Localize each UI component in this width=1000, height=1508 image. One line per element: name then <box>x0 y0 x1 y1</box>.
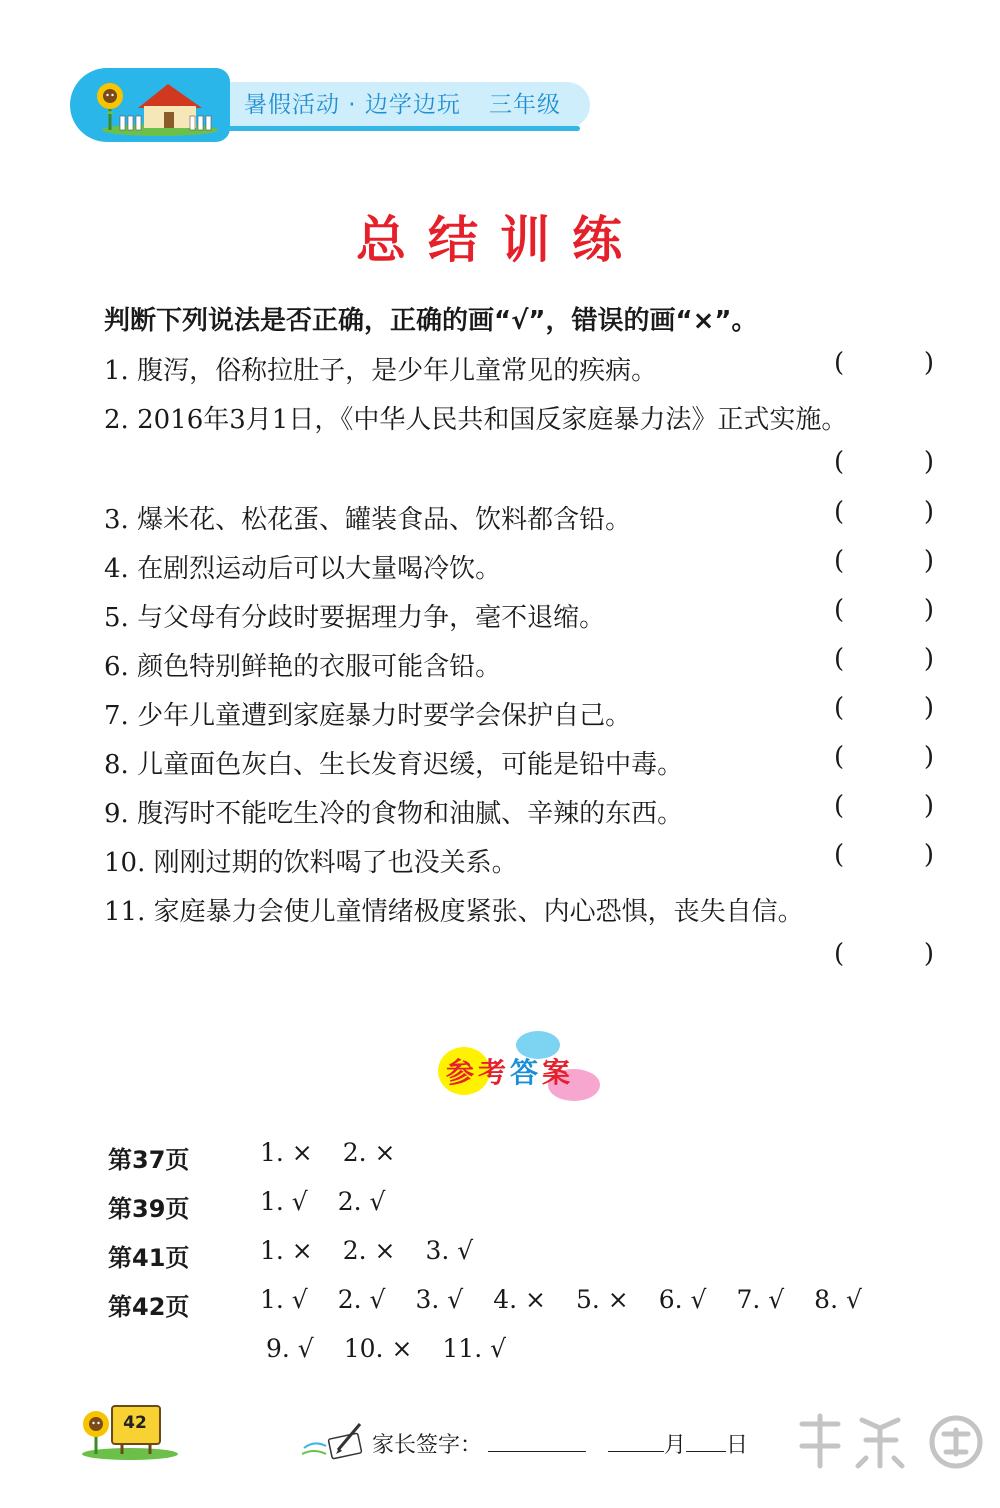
answer-item: 3. √ <box>425 1236 474 1265</box>
answer-item: 1. × <box>260 1236 313 1265</box>
paren-open: ( <box>834 742 845 772</box>
answer-item: 4. × <box>493 1285 546 1314</box>
paren-close: ) <box>923 497 934 527</box>
question-text: 11. 家庭暴力会使儿童情绪极度紧张、内心恐惧，丧失自信。 <box>104 897 804 927</box>
paren-open: ( <box>834 840 845 870</box>
question-item <box>104 791 934 840</box>
question-text: 6. 颜色特别鲜艳的衣服可能含铅。 <box>104 652 502 682</box>
paren-open: ( <box>834 644 845 674</box>
paren-open: ( <box>834 791 845 821</box>
answer-items <box>266 1334 536 1363</box>
page-header <box>70 68 590 142</box>
grade-label: 三年级 <box>488 92 561 118</box>
question-text: 8. 儿童面色灰白、生长发育迟缓，可能是铅中毒。 <box>104 750 684 780</box>
paren-open: ( <box>834 497 845 527</box>
question-item <box>104 693 934 742</box>
paren-close: ) <box>923 595 934 625</box>
answer-items <box>260 1285 862 1314</box>
answers-heading <box>420 1025 640 1115</box>
answer-item: 1. √ <box>260 1187 308 1216</box>
question-item <box>104 742 934 791</box>
answer-item: 9. √ <box>266 1334 314 1363</box>
answer-item: 6. √ <box>658 1285 707 1314</box>
month-field[interactable] <box>608 1429 664 1452</box>
question-text: 1. 腹泻，俗称拉肚子，是少年儿童常见的疾病。 <box>104 356 658 386</box>
heading-char: 案 <box>542 1056 575 1089</box>
sunflower-house-icon <box>90 74 220 136</box>
pen-notebook-icon <box>302 1420 366 1460</box>
watermark-logo <box>788 1410 994 1502</box>
answer-row <box>108 1185 968 1234</box>
month-label: 月 <box>664 1433 687 1458</box>
answer-blank[interactable] <box>834 447 934 477</box>
question-text: 10. 刚刚过期的饮料喝了也没关系。 <box>104 848 518 878</box>
answer-row <box>108 1234 968 1283</box>
paren-close: ) <box>923 742 934 772</box>
paren-open: ( <box>834 595 845 625</box>
paren-close: ) <box>923 644 934 674</box>
day-label: 日 <box>726 1433 749 1458</box>
series-title: 暑假活动 · 边学边玩 <box>244 92 461 118</box>
answer-item: 10. × <box>343 1334 413 1363</box>
answer-item: 7. √ <box>736 1285 785 1314</box>
answer-item: 2. × <box>342 1138 396 1167</box>
answer-item: 8. √ <box>814 1285 862 1314</box>
answer-blank[interactable] <box>834 791 934 821</box>
answer-page-label: 第37页 <box>108 1146 190 1174</box>
signature-field[interactable] <box>488 1429 586 1452</box>
page-number: 42 <box>123 1413 147 1433</box>
answer-item: 2. × <box>342 1236 396 1265</box>
answer-blank[interactable] <box>834 644 934 674</box>
question-item <box>104 595 934 644</box>
heading-char: 考 <box>478 1056 511 1089</box>
answer-item: 2. √ <box>337 1285 386 1314</box>
answer-item: 3. √ <box>415 1285 464 1314</box>
paren-close: ) <box>923 939 934 969</box>
answer-blank[interactable] <box>834 840 934 870</box>
answers-heading-text <box>446 1051 574 1091</box>
paren-close: ) <box>923 348 934 378</box>
answer-blank[interactable] <box>834 497 934 527</box>
answer-blank[interactable] <box>834 546 934 576</box>
question-text: 4. 在剧烈运动后可以大量喝冷饮。 <box>104 554 502 584</box>
answer-item: 1. √ <box>260 1285 308 1314</box>
answer-item: 5. × <box>575 1285 629 1314</box>
answer-blank[interactable] <box>834 693 934 723</box>
paren-open: ( <box>834 693 845 723</box>
question-text: 2. 2016年3月1日，《中华人民共和国反家庭暴力法》正式实施。 <box>104 405 848 435</box>
answer-page-label: 第42页 <box>108 1293 190 1321</box>
question-item <box>104 840 934 889</box>
answer-blank[interactable] <box>834 939 934 969</box>
answer-blank[interactable] <box>834 595 934 625</box>
answer-items <box>260 1187 415 1216</box>
answer-items <box>260 1236 503 1265</box>
heading-char: 参 <box>446 1056 479 1089</box>
page-title: 总结训练 <box>356 211 644 269</box>
question-text: 3. 爆米花、松花蛋、罐装食品、饮料都含铅。 <box>104 505 632 535</box>
answer-row <box>108 1283 968 1332</box>
question-item <box>104 889 934 989</box>
answer-item: 1. × <box>260 1138 313 1167</box>
question-text: 5. 与父母有分歧时要据理力争，毫不退缩。 <box>104 603 606 633</box>
paren-open: ( <box>834 939 845 969</box>
answer-key <box>108 1136 968 1381</box>
answer-item: 11. √ <box>442 1334 507 1363</box>
watermark-icon <box>788 1410 994 1472</box>
question-item <box>104 397 934 497</box>
day-field[interactable] <box>686 1429 726 1452</box>
instruction-text: 判断下列说法是否正确，正确的画“√”，错误的画“×”。 <box>104 306 758 336</box>
answer-blank[interactable] <box>834 742 934 772</box>
answer-items <box>260 1138 426 1167</box>
paren-open: ( <box>834 546 845 576</box>
paren-close: ) <box>923 840 934 870</box>
question-list <box>104 348 934 989</box>
answer-page-label: 第41页 <box>108 1244 190 1272</box>
answer-item: 2. √ <box>337 1187 386 1216</box>
question-text: 7. 少年儿童遭到家庭暴力时要学会保护自己。 <box>104 701 632 731</box>
answer-row <box>108 1136 968 1185</box>
question-item <box>104 348 934 397</box>
paren-close: ) <box>923 791 934 821</box>
answer-row <box>108 1332 968 1381</box>
answer-blank[interactable] <box>834 348 934 378</box>
paren-close: ) <box>923 546 934 576</box>
parent-signature-line <box>372 1428 748 1459</box>
paren-open: ( <box>834 447 845 477</box>
header-title <box>244 82 561 128</box>
paren-close: ) <box>923 447 934 477</box>
parent-sign-label: 家长签字： <box>372 1433 483 1458</box>
question-item <box>104 546 934 595</box>
question-item <box>104 497 934 546</box>
answer-page-label: 第39页 <box>108 1195 190 1223</box>
heading-char: 答 <box>510 1056 543 1089</box>
question-text: 9. 腹泻时不能吃生冷的食物和油腻、辛辣的东西。 <box>104 799 684 829</box>
paren-open: ( <box>834 348 845 378</box>
paren-close: ) <box>923 693 934 723</box>
question-item <box>104 644 934 693</box>
